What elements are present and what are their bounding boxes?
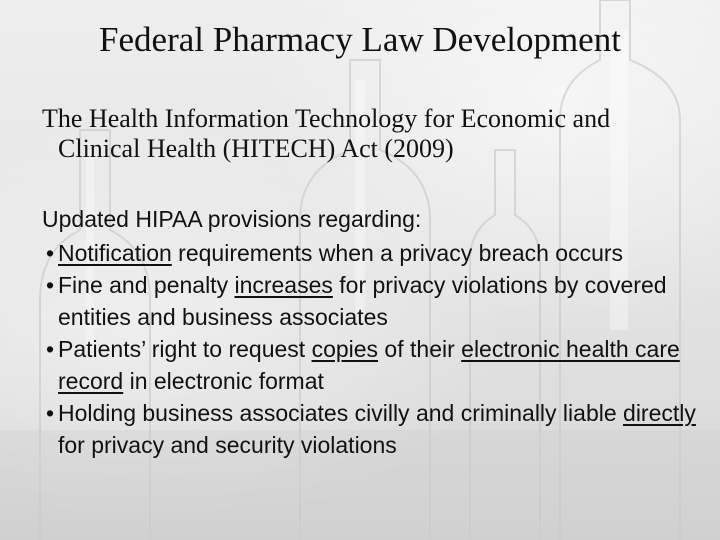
bullet-text-after: in electronic format [123, 368, 324, 394]
list-item [46, 397, 696, 461]
subheading: Updated HIPAA provisions regarding: [42, 206, 422, 232]
bullet-text-after: for privacy and security violations [58, 432, 397, 458]
bullet-text [58, 397, 696, 461]
underlined-term: copies [311, 336, 379, 362]
bullet-text [58, 333, 696, 397]
bullet-marker: • [46, 272, 55, 298]
bullet-text-before: Fine and penalty [58, 272, 235, 298]
underlined-term-2: electronic health care record [58, 336, 680, 394]
bullet-text-after: for privacy violations by covered entities and business associates [58, 272, 667, 330]
bullet-text-after: requirements when a privacy breach occurs [171, 240, 624, 266]
bullet-list [46, 237, 696, 461]
slide-title: Federal Pharmacy Law Development [99, 20, 621, 59]
bullet-marker: • [46, 336, 55, 362]
bullet-text-before: Holding business associates civilly and criminally liable [58, 400, 624, 426]
bullet-marker: • [46, 240, 55, 266]
underlined-term: directly [623, 400, 696, 426]
bullet-text-middle: of their [378, 336, 462, 362]
bullet-marker: • [46, 400, 55, 426]
list-item [46, 269, 696, 333]
underlined-term: increases [234, 272, 333, 298]
list-item [46, 237, 696, 269]
list-item [46, 333, 696, 397]
intro-paragraph: The Health Information Technology for Economic and Clinical Health (HITECH) Act (2009) [42, 104, 611, 163]
bullet-text [58, 237, 696, 269]
underlined-term: Notification [58, 240, 172, 266]
bullet-text [58, 269, 696, 333]
bullet-text-before: Patients’ right to request [58, 336, 312, 362]
